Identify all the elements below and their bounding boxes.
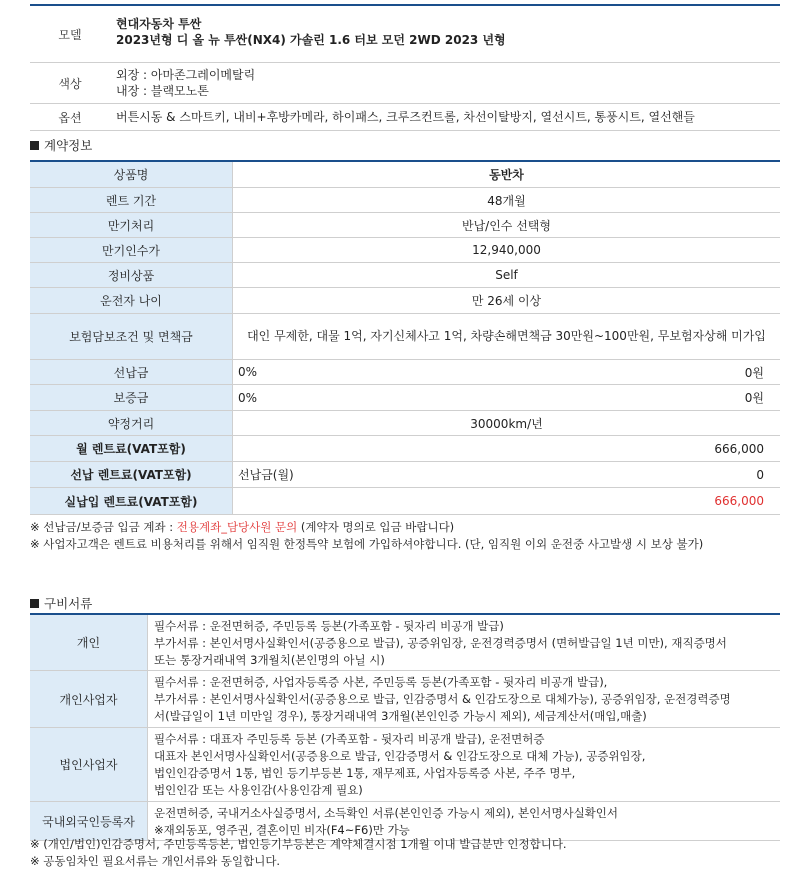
docs-row-corporation: 법인사업자 필수서류 : 대표자 주민등록 등본 (가족포함 - 뒷자리 비공개 발급), 운전면허증 대표자 본인서명사실확인서(공증용으로 발급, 인감증명서 & 인감도장으로 대체 가능), 공증위임장, 법인인감증명서 1통, 법인 등기부등본 1통, 재무제표, 사업자등록증 사본, 주주 명부, 법인인감 또는 사용인감(사용인감계 필요) — [30, 728, 780, 802]
business-note: ※ 사업자고객은 렌트료 비용처리를 위해서 임직원 한정특약 보험에 가입하셔야합니다. (단, 임직원 이외 운전중 사고발생 시 보상 불가) — [30, 537, 704, 551]
contract-row: 렌트 기간 48개월 — [30, 188, 780, 213]
options-row — [30, 104, 780, 131]
co-lessee-note: ※ 공동임차인 필요서류는 개인서류와 동일합니다. — [30, 854, 281, 868]
docs-row-foreigner: 국내외국인등록자 운전면허증, 국내거소사실증명서, 소득확인 서류(본인인증 가능시 제외), 본인서명사실확인서 ※재외동포, 영주권, 결혼이민 비자(F4~F6)만 가능 — [30, 802, 780, 841]
docs-row-sole-proprietor: 개인사업자 필수서류 : 운전면허증, 사업자등록증 사본, 주민등록 등본(가족포함 - 뒷자리 비공개 발급), 부가서류 : 본인서명사실확인서(공증용으로 발급, 인감증명서 & 인감도장으로 대체가능), 공증위임장, 운전경력증명 서(발급일이 1년 미만일 경우), 통장거래내역 3개월(본인인증 가능시 제외), 세금계산서(매입,매출) — [30, 671, 780, 728]
options-label: 옵션 — [58, 110, 82, 125]
square-bullet-icon — [30, 599, 39, 608]
maturity-value: 반납/인수 선택형 — [461, 218, 551, 233]
model-trim: 2023년형 디 올 뉴 투싼(NX4) 가솔린 1.6 터보 모던 2WD 2023 년형 — [116, 33, 506, 47]
color-row — [30, 63, 780, 104]
contract-row: 선납금 0% 0원 — [30, 360, 780, 385]
maintenance-value: Self — [495, 268, 518, 282]
contract-table — [30, 160, 780, 515]
account-note: ※ 선납금/보증금 입금 계좌 : 전용계좌_담당사원 문의 (계약자 명의로 입금 바랍니다) — [30, 520, 455, 534]
docs-row-individual: 개인 필수서류 : 운전면허증, 주민등록 등본(가족포함 - 뒷자리 비공개 발급) 부가서류 : 본인서명사실확인서(공증용으로 발급), 공증위임장, 운전경력증명서 (면허발급일 1년 미만), 재직증명서 또는 통장거래내역 3개월치(본인명의 아닐 시) — [30, 615, 780, 671]
contract-row: 운전자 나이 만 26세 이상 — [30, 288, 780, 314]
docs-value: 필수서류 : 운전면허증, 주민등록 등본(가족포함 - 뒷자리 비공개 발급) 부가서류 : 본인서명사실확인서(공증용으로 발급), 공증위임장, 운전경력증명서 (면허발급일 1년 미만), 재직증명서 또는 통장거래내역 3개월치(본인명의 아닐 시) — [154, 619, 727, 667]
contract-row: 보험담보조건 및 면책금 대인 무제한, 대물 1억, 자기신체사고 1억, 차량손해면책금 30만원~100만원, 무보험자상해 미가입 — [30, 314, 780, 360]
prepay-value: 0% 0원 — [238, 365, 764, 380]
vehicle-info-table — [30, 4, 780, 131]
exterior-color: 외장 : 아마존그레이메탈릭 — [116, 68, 256, 82]
driver-age-value: 만 26세 이상 — [471, 294, 542, 308]
interior-color: 내장 : 블랙모노톤 — [116, 84, 209, 98]
period-value: 48개월 — [487, 193, 526, 208]
product-value: 동반차 — [489, 168, 524, 182]
contract-row: 상품명 동반차 — [30, 162, 780, 188]
docs-notes — [30, 836, 567, 870]
docs-value: 운전면허증, 국내거소사실증명서, 소득확인 서류(본인인증 가능시 제외), 본인서명사실확인서 ※재외동포, 영주권, 결혼이민 비자(F4~F6)만 가능 — [154, 806, 619, 837]
documents-table — [30, 613, 780, 841]
insurance-value: 대인 무제한, 대물 1억, 자기신체사고 1억, 차량손해면책금 30만원~100만원, 무보험자상해 미가입 — [247, 329, 766, 343]
prepaid-rent-value: 선납금(월) 0 — [238, 467, 764, 482]
contract-row: 실납입 렌트료(VAT포함) 666,000 — [30, 488, 780, 515]
contract-section-title: 계약정보 — [30, 136, 92, 154]
monthly-rent-value: 666,000 — [714, 441, 764, 456]
docs-value: 필수서류 : 운전면허증, 사업자등록증 사본, 주민등록 등본(가족포함 - 뒷자리 비공개 발급), 부가서류 : 본인서명사실확인서(공증용으로 발급, 인감증명서 & 인감도장으로 대체가능), 공증위임장, 운전경력증명 서(발급일이 1년 미만일 경우), 통장거래내역 3개월(본인인증 가능시 제외), 세금계산서(매입,매출) — [154, 675, 731, 723]
contract-row: 만기처리 반납/인수 선택형 — [30, 213, 780, 238]
contract-notes — [30, 519, 703, 553]
deposit-value: 0% 0원 — [238, 390, 764, 405]
contract-row: 선납 렌트료(VAT포함) 선납금(월) 0 — [30, 462, 780, 488]
model-label: 모델 — [58, 27, 82, 42]
model-row — [30, 6, 780, 63]
options-value: 버튼시동 & 스마트키, 내비+후방카메라, 하이패스, 크루즈컨트롤, 차선이탈방지, 열선시트, 통풍시트, 열선핸들 — [116, 110, 695, 124]
contract-row: 정비상품 Self — [30, 263, 780, 288]
color-label: 색상 — [58, 76, 82, 91]
mileage-value: 30000km/년 — [470, 416, 543, 431]
model-value — [110, 6, 780, 62]
model-name: 현대자동차 투싼 — [116, 17, 202, 31]
contract-row: 월 렌트료(VAT포함) 666,000 — [30, 436, 780, 462]
square-bullet-icon — [30, 141, 39, 150]
contract-row: 보증금 0% 0원 — [30, 385, 780, 411]
seal-cert-note: ※ (개인/법인)인감증명서, 주민등록등본, 법인등기부등본은 계약체결시점 1개월 이내 발급분만 인정합니다. — [30, 837, 567, 851]
actual-rent-value: 666,000 — [714, 494, 764, 508]
contract-row: 만기인수가 12,940,000 — [30, 238, 780, 263]
buyout-value: 12,940,000 — [472, 243, 541, 257]
docs-value: 필수서류 : 대표자 주민등록 등본 (가족포함 - 뒷자리 비공개 발급), 운전면허증 대표자 본인서명사실확인서(공증용으로 발급, 인감증명서 & 인감도장으로 대체 가능), 공증위임장, 법인인감증명서 1통, 법인 등기부등본 1통, 재무제표, 사업자등록증 사본, 주주 명부, 법인인감 또는 사용인감(사용인감계 필요) — [154, 732, 646, 797]
color-value — [110, 63, 780, 103]
contract-row: 약정거리 30000km/년 — [30, 411, 780, 436]
docs-section-title: 구비서류 — [30, 594, 92, 612]
